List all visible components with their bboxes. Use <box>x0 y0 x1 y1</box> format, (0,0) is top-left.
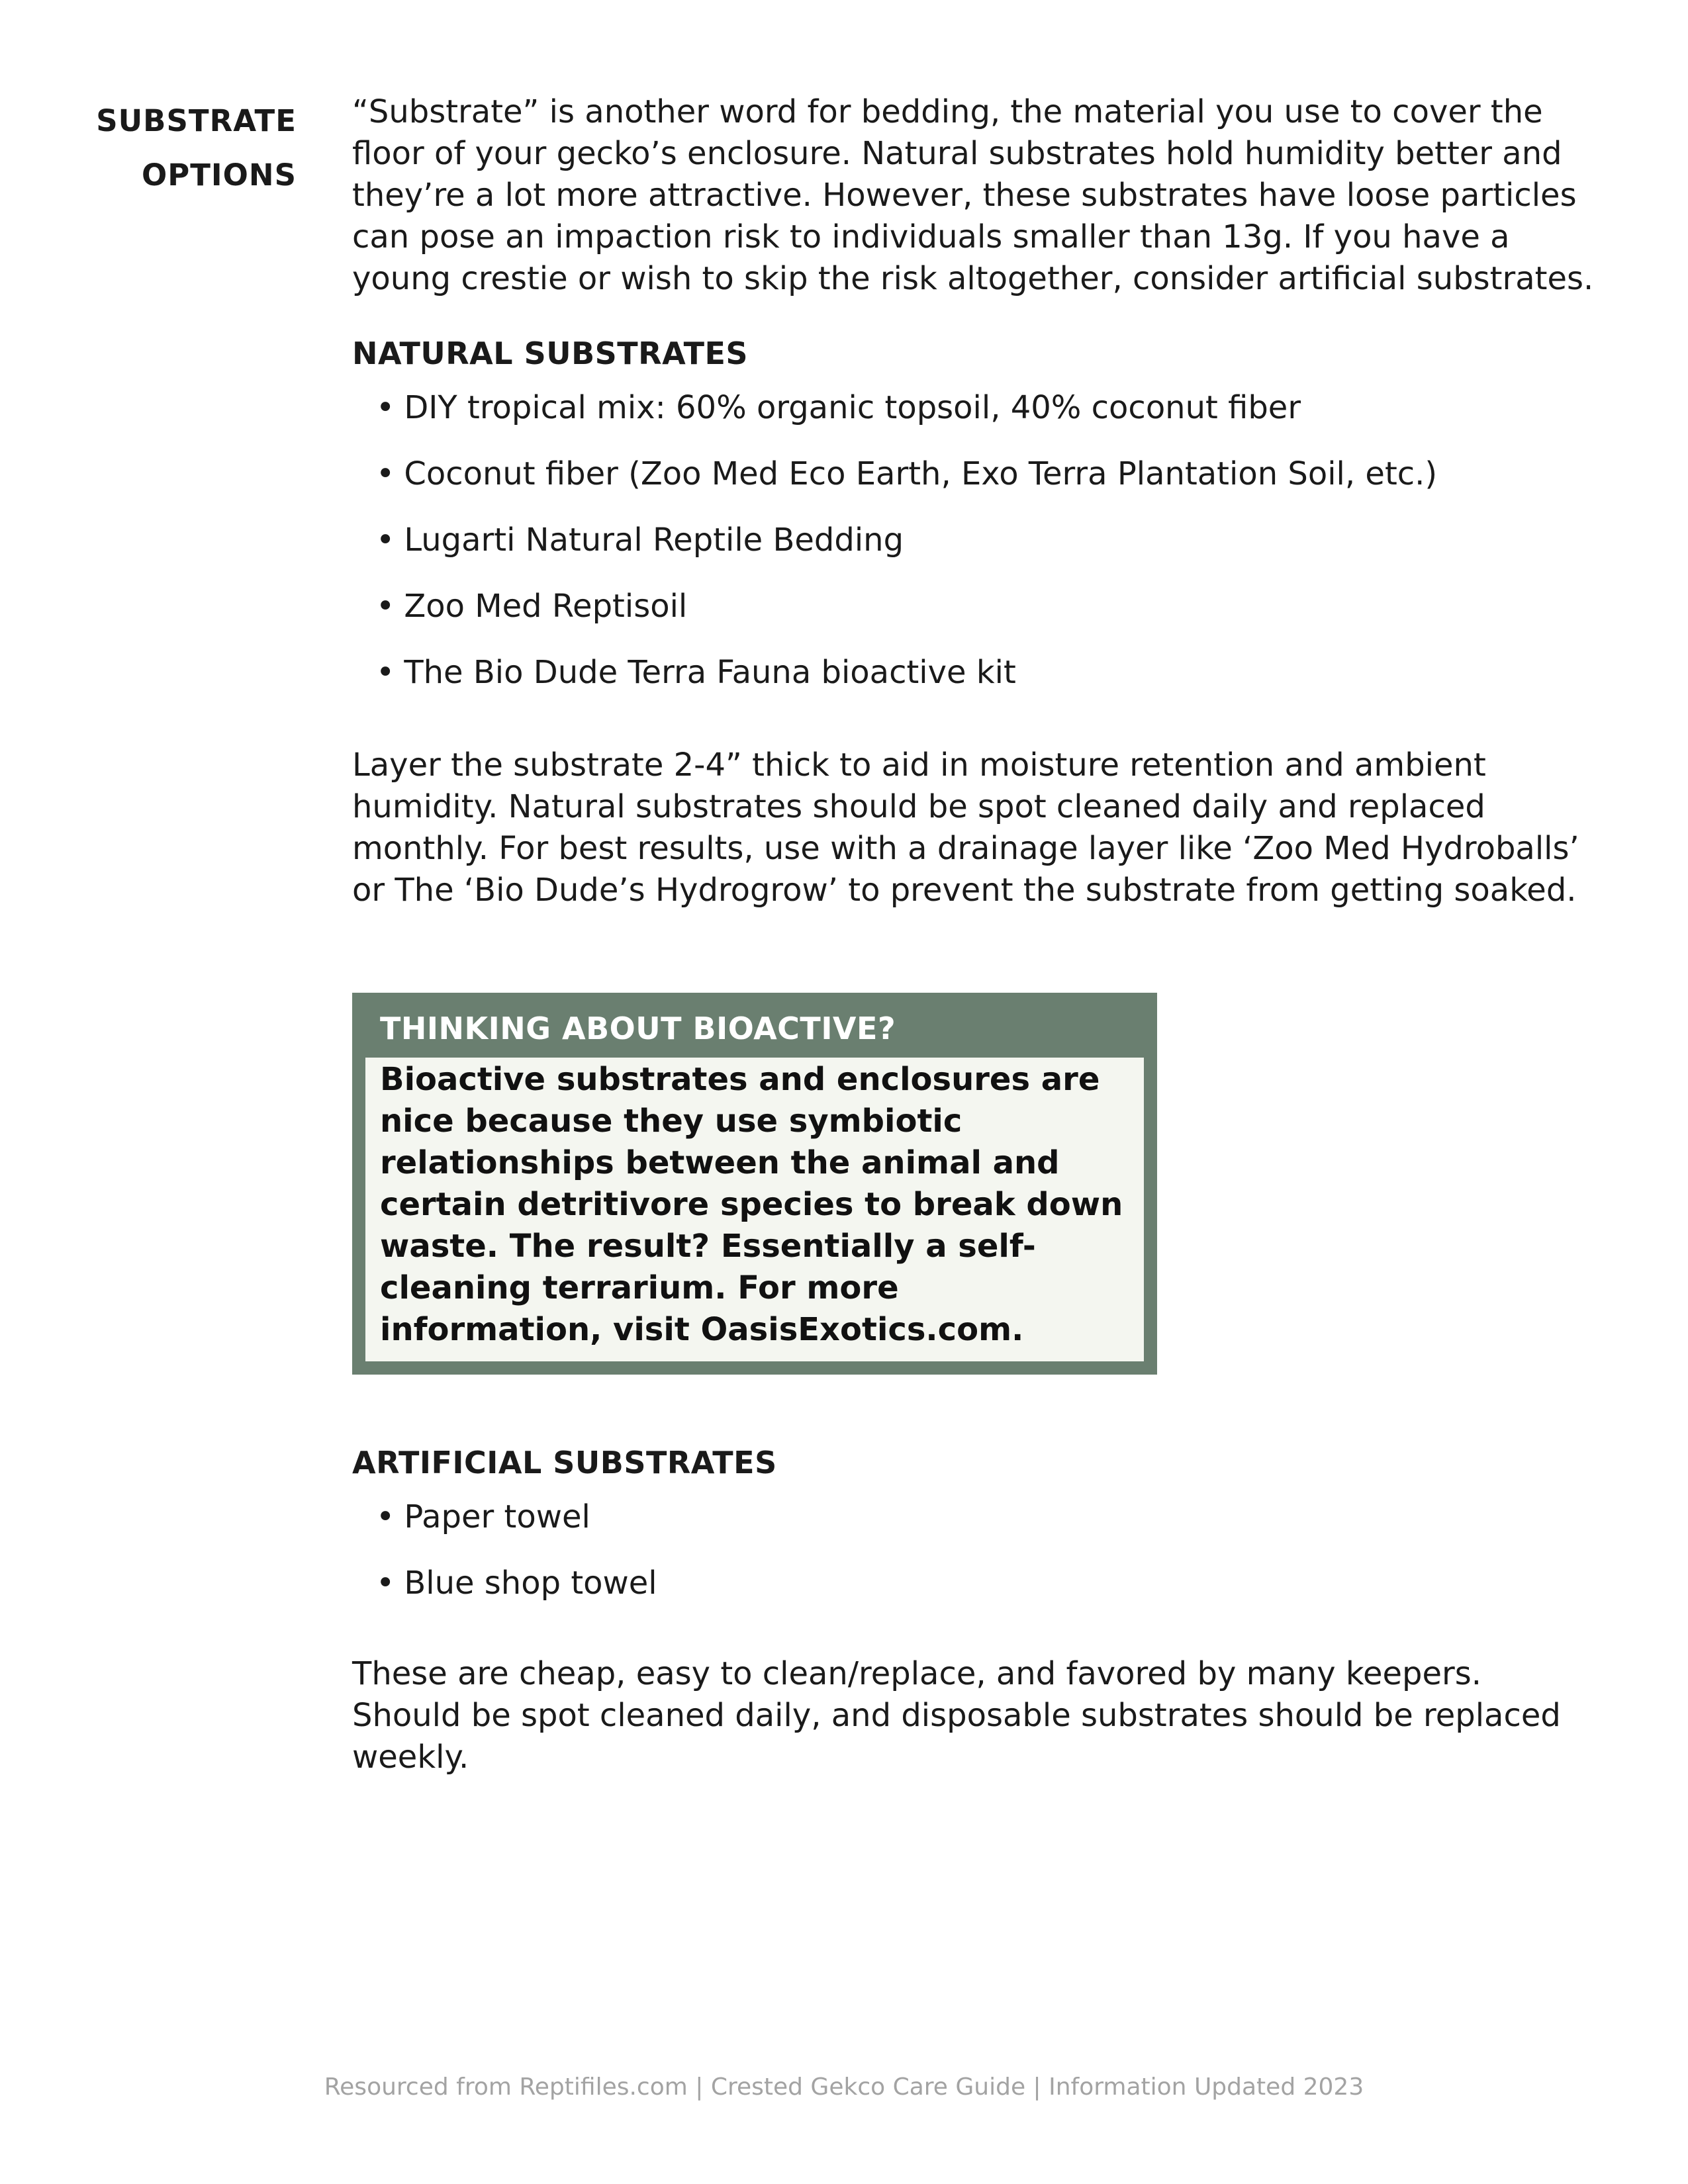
natural-substrates-section <box>352 334 1597 719</box>
artificial-substrates-list <box>352 1497 1597 1603</box>
list-item: • The Bio Dude Terra Fauna bioactive kit <box>376 653 1597 692</box>
natural-substrates-heading: NATURAL SUBSTRATES <box>352 336 749 371</box>
list-item: • Blue shop towel <box>376 1563 1597 1603</box>
list-item: • Lugarti Natural Reptile Bedding <box>376 520 1597 560</box>
callout-body: Bioactive substrates and enclosures are nice because they use symbiotic relationships between the animal and certain detritivore species to break down waste. The result? Essentially a self-cleaning terrarium. For more information, visit OasisExotics.com. <box>365 1058 1144 1361</box>
artificial-note-paragraph: These are cheap, easy to clean/replace, and favored by many keepers. Should be spot cleaned daily, and disposable substrates should be replaced weekly. <box>352 1655 1561 1776</box>
section-heading <box>96 93 297 204</box>
list-item: • Paper towel <box>376 1497 1597 1537</box>
section-heading-line1: SUBSTRATE <box>96 103 297 138</box>
artificial-note-block <box>352 1653 1597 1778</box>
section-heading-line2: OPTIONS <box>142 158 297 193</box>
natural-note-block <box>352 745 1597 911</box>
intro-paragraph: “Substrate” is another word for bedding, the material you use to cover the floor of your gecko’s enclosure. Natural substrates hold humidity better and they’re a lot more attractive. However, these substrates have loose particles can pose an impaction risk to individuals smaller than 13g. If you have a young crestie or wish to skip the risk altogether, consider artificial substrates. <box>352 93 1594 297</box>
list-item: • Coconut fiber (Zoo Med Eco Earth, Exo Terra Plantation Soil, etc.) <box>376 454 1597 494</box>
list-item: • Zoo Med Reptisoil <box>376 586 1597 626</box>
page-footer: Resourced from Reptifiles.com | Crested Gekco Care Guide | Information Updated 2023 <box>324 2073 1364 2101</box>
bioactive-callout <box>352 993 1157 1375</box>
callout-title: THINKING ABOUT BIOACTIVE? <box>380 1011 896 1046</box>
natural-substrates-list <box>352 388 1597 692</box>
artificial-substrates-heading: ARTIFICIAL SUBSTRATES <box>352 1445 777 1480</box>
natural-note-paragraph: Layer the substrate 2-4” thick to aid in moisture retention and ambient humidity. Natural substrates should be spot cleaned daily and replaced monthly. For best results, use with a drainage layer like ‘Zoo Med Hydroballs’ or The ‘Bio Dude’s Hydrogrow’ to prevent the substrate from getting soaked. <box>352 747 1579 909</box>
list-item: • DIY tropical mix: 60% organic topsoil, 40% coconut fiber <box>376 388 1597 428</box>
artificial-substrates-section <box>352 1443 1597 1629</box>
intro-block <box>352 91 1597 300</box>
